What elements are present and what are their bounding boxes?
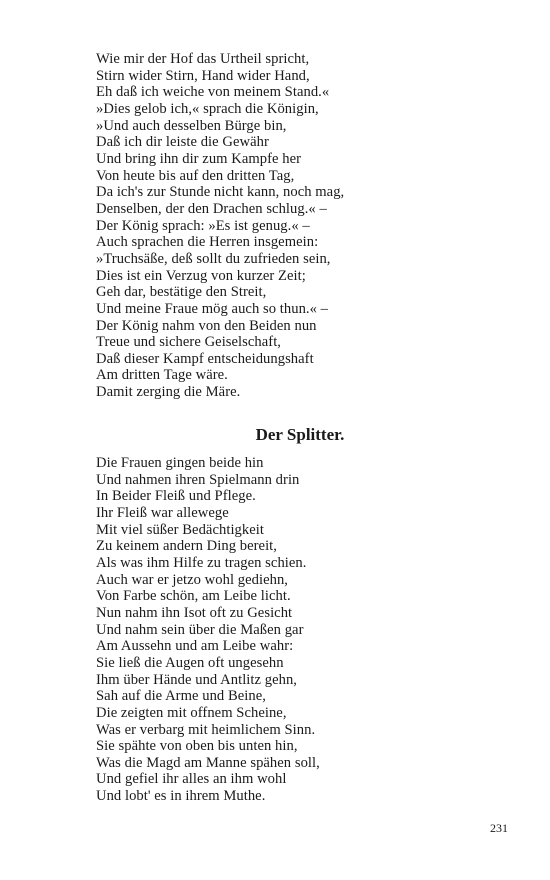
- verse-line: Da ich's zur Stunde nicht kann, noch mag,: [96, 184, 345, 201]
- verse-line: Auch sprachen die Herren insgemein:: [96, 234, 319, 251]
- verse-line: Sah auf die Arme und Beine,: [96, 688, 266, 705]
- verse-line: In Beider Fleiß und Pflege.: [96, 488, 256, 505]
- verse-line: Als was ihm Hilfe zu tragen schien.: [96, 554, 307, 571]
- verse-line: Der König sprach: »Es ist genug.« –: [96, 217, 310, 234]
- verse-line: »Und auch desselben Bürge bin,: [96, 117, 287, 134]
- verse-line: Am Aussehn und am Leibe wahr:: [96, 638, 294, 655]
- verse-line: Und nahm sein über die Maßen gar: [96, 621, 304, 638]
- verse-line: Dies ist ein Verzug von kurzer Zeit;: [96, 267, 306, 284]
- verse-line: Am dritten Tage wäre.: [96, 367, 228, 384]
- verse-line: Ihr Fleiß war allewege: [96, 504, 229, 521]
- verse-line: Daß dieser Kampf entscheidungshaft: [96, 350, 314, 367]
- verse-line: Von heute bis auf den dritten Tag,: [96, 167, 295, 184]
- verse-stanza-2: [96, 455, 320, 805]
- verse-line: Und meine Fraue mög auch so thun.« –: [96, 300, 329, 317]
- verse-line: Und gefiel ihr alles an ihm wohl: [96, 771, 287, 788]
- verse-line: Treue und sichere Geiselschaft,: [96, 334, 281, 351]
- verse-line: Mit viel süßer Bedächtigkeit: [96, 521, 264, 538]
- verse-stanza-1: [96, 51, 344, 401]
- verse-line: Stirn wider Stirn, Hand wider Hand,: [96, 67, 310, 84]
- verse-line: Auch war er jetzo wohl gediehn,: [96, 571, 289, 588]
- verse-line: Und lobt' es in ihrem Muthe.: [96, 788, 266, 805]
- verse-line: Sie ließ die Augen oft ungesehn: [96, 654, 284, 671]
- verse-line: Denselben, der den Drachen schlug.« –: [96, 200, 327, 217]
- verse-line: »Dies gelob ich,« sprach die Königin,: [96, 100, 319, 117]
- verse-line: Sie spähte von oben bis unten hin,: [96, 738, 298, 755]
- verse-line: Was er verbarg mit heimlichem Sinn.: [96, 721, 316, 738]
- verse-line: Der König nahm von den Beiden nun: [96, 317, 317, 334]
- page-number: 231: [490, 821, 508, 835]
- verse-line: Nun nahm ihn Isot oft zu Gesicht: [96, 604, 293, 621]
- verse-line: Die Frauen gingen beide hin: [96, 455, 264, 471]
- verse-line: Und bring ihn dir zum Kampfe her: [96, 150, 302, 167]
- verse-line: Wie mir der Hof das Urtheil spricht,: [96, 51, 310, 67]
- section-heading: Der Splitter.: [255, 425, 345, 444]
- verse-line: Daß ich dir leiste die Gewähr: [96, 134, 269, 151]
- verse-line: Von Farbe schön, am Leibe licht.: [96, 588, 291, 605]
- verse-line: Und nahmen ihren Spielmann drin: [96, 471, 300, 488]
- verse-line: Damit zerging die Märe.: [96, 384, 241, 401]
- verse-line: »Truchsäße, deß sollt du zufrieden sein,: [96, 250, 331, 267]
- verse-line: Zu keinem andern Ding bereit,: [96, 538, 277, 555]
- verse-line: Die zeigten mit offnem Scheine,: [96, 704, 287, 721]
- verse-line: Ihm über Hände und Antlitz gehn,: [96, 671, 298, 688]
- verse-line: Eh daß ich weiche von meinem Stand.«: [96, 84, 330, 101]
- verse-line: Was die Magd am Manne spähen soll,: [96, 754, 320, 771]
- verse-line: Geh dar, bestätige den Streit,: [96, 284, 267, 301]
